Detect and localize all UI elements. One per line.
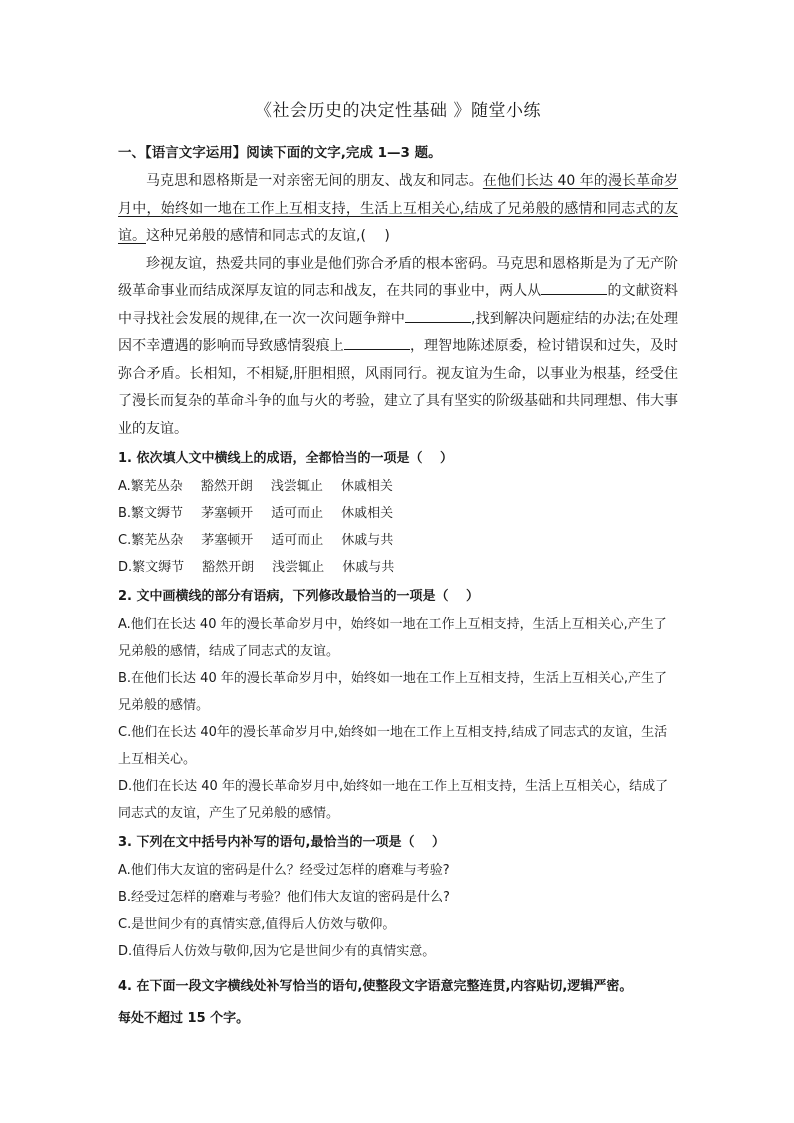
option-term: 浅尝辄止 [272,560,325,575]
option-term: 休戚与共 [342,560,395,575]
fill-blank-2 [405,308,471,323]
question-4-stem [118,971,678,1035]
section-heading: 一、【语言文字运用】阅读下面的文字,完成 1—3 题。 [118,145,442,161]
passage-text: 的文献资料中寻找社会发展的规律,在一次一次问题争辩中 [118,283,679,327]
worksheet-page [118,96,678,1035]
option-term: B.繁文缛节 [118,506,184,521]
title-open-bracket: 《 [255,101,273,121]
question-3-option-c: C.是世间少有的真情实意,值得后人仿效与敬仰。 [118,917,396,932]
option-term: 豁然开朗 [200,479,253,494]
page-title [118,96,678,121]
question-1-option-b [118,500,678,527]
passage-paragraph-1 [118,168,678,251]
option-term: 茅塞顿开 [201,506,254,521]
option-term: 适可而止 [271,533,324,548]
passage-sentence: 马克思和恩格斯是一对亲密无间的朋友、战友和同志。 [146,173,483,189]
passage-text: 珍视友谊，热爱共同的事业是他们弥合矛盾的根本密码。马克思和恩格斯是为了无产阶级革命事业而结成深厚友谊的同志和战友，在共同的事业中，两人从 [118,255,678,299]
option-term: 适可而止 [271,506,324,521]
question-2-option-d: D.他们在长达 40 年的漫长革命岁月中,始终如一地在工作上互相支持，生活上互相关心，结成了同志式的友谊，产生了兄弟般的感情。 [118,779,669,821]
question-2-stem: 2. 文中画横线的部分有语病，下列修改最恰当的一项是（ ） [118,589,480,604]
question-1-option-d [118,554,678,581]
question-4-line-2: 每处不超过 15 个字。 [118,1011,250,1026]
question-1-option-a [118,473,678,500]
option-term: 休戚与共 [341,533,394,548]
option-term: 茅塞顿开 [201,533,254,548]
option-term: D.繁文缛节 [118,560,185,575]
question-1-stem: 1. 依次填人文中横线上的成语，全都恰当的一项是（ ） [118,451,454,466]
option-term: A.繁芜丛杂 [118,479,183,494]
option-term: C.繁芜丛杂 [118,533,184,548]
question-1-option-c [118,527,678,554]
underlined-sentence: 在他们长达 40 年的漫长革命岁月中，始终如一地在工作上互相支持，生活上互相关心,结成了兄弟般的感情和同志式的友谊。 [118,173,679,244]
option-term: 休戚相关 [341,506,394,521]
question-2-option-b: B.在他们长达 40 年的漫长革命岁月中，始终如一地在工作上互相支持，生活上互相关心,产生了兄弟般的感情。 [118,671,667,713]
question-2-option-a: A.他们在长达 40 年的漫长革命岁月中，始终如一地在工作上互相支持，生活上互相关心,产生了兄弟般的感情，结成了同志式的友谊。 [118,617,667,659]
option-term: 豁然开朗 [202,560,255,575]
title-close-bracket: 》 [447,101,471,121]
option-term: 浅尝辄止 [270,479,323,494]
title-main: 社会历史的决定性基础 [272,101,448,121]
question-2-option-c: C.他们在长达 40年的漫长革命岁月中,始终如一地在工作上互相支持,结成了同志式的友谊，生活上互相关心。 [118,725,668,767]
question-3-stem: 3. 下列在文中括号内补写的语句,最恰当的一项是（ ） [118,835,445,850]
passage-text: ,找到解决问题症结的办法;在处理因不幸遭遇的影响而导致感情裂痕上 [118,310,679,354]
fill-blank-3 [344,335,410,350]
title-suffix: 随堂小练 [470,101,541,121]
option-term: 休戚相关 [340,479,393,494]
passage-paragraph-2 [118,251,678,444]
question-3-option-a: A.他们伟大友谊的密码是什么？经受过怎样的磨难与考验? [118,863,450,878]
question-3-option-b: B.经受过怎样的磨难与考验？他们伟大友谊的密码是什么? [118,890,450,905]
passage-sentence: 这种兄弟般的感情和同志式的友谊,( ) [146,228,390,244]
passage-text: ，理智地陈述原委，检讨错误和过失，及时弥合矛盾。长相知，不相疑,肝胆相照，风雨同行。视友谊为生命，以事业为根基，经受住了漫长而复杂的革命斗争的血与火的考验，建立了具有坚实的阶级基础和共同理想、伟大事业的友谊。 [118,338,678,437]
question-3-option-d: D.值得后人仿效与敬仰,因为它是世间少有的真情实意。 [118,944,436,959]
question-4-line-1: 4. 在下面一段文字横线处补写恰当的语句,使整段文字语意完整连贯,内容贴切,逻辑严密。 [118,979,633,994]
fill-blank-1 [541,280,607,295]
